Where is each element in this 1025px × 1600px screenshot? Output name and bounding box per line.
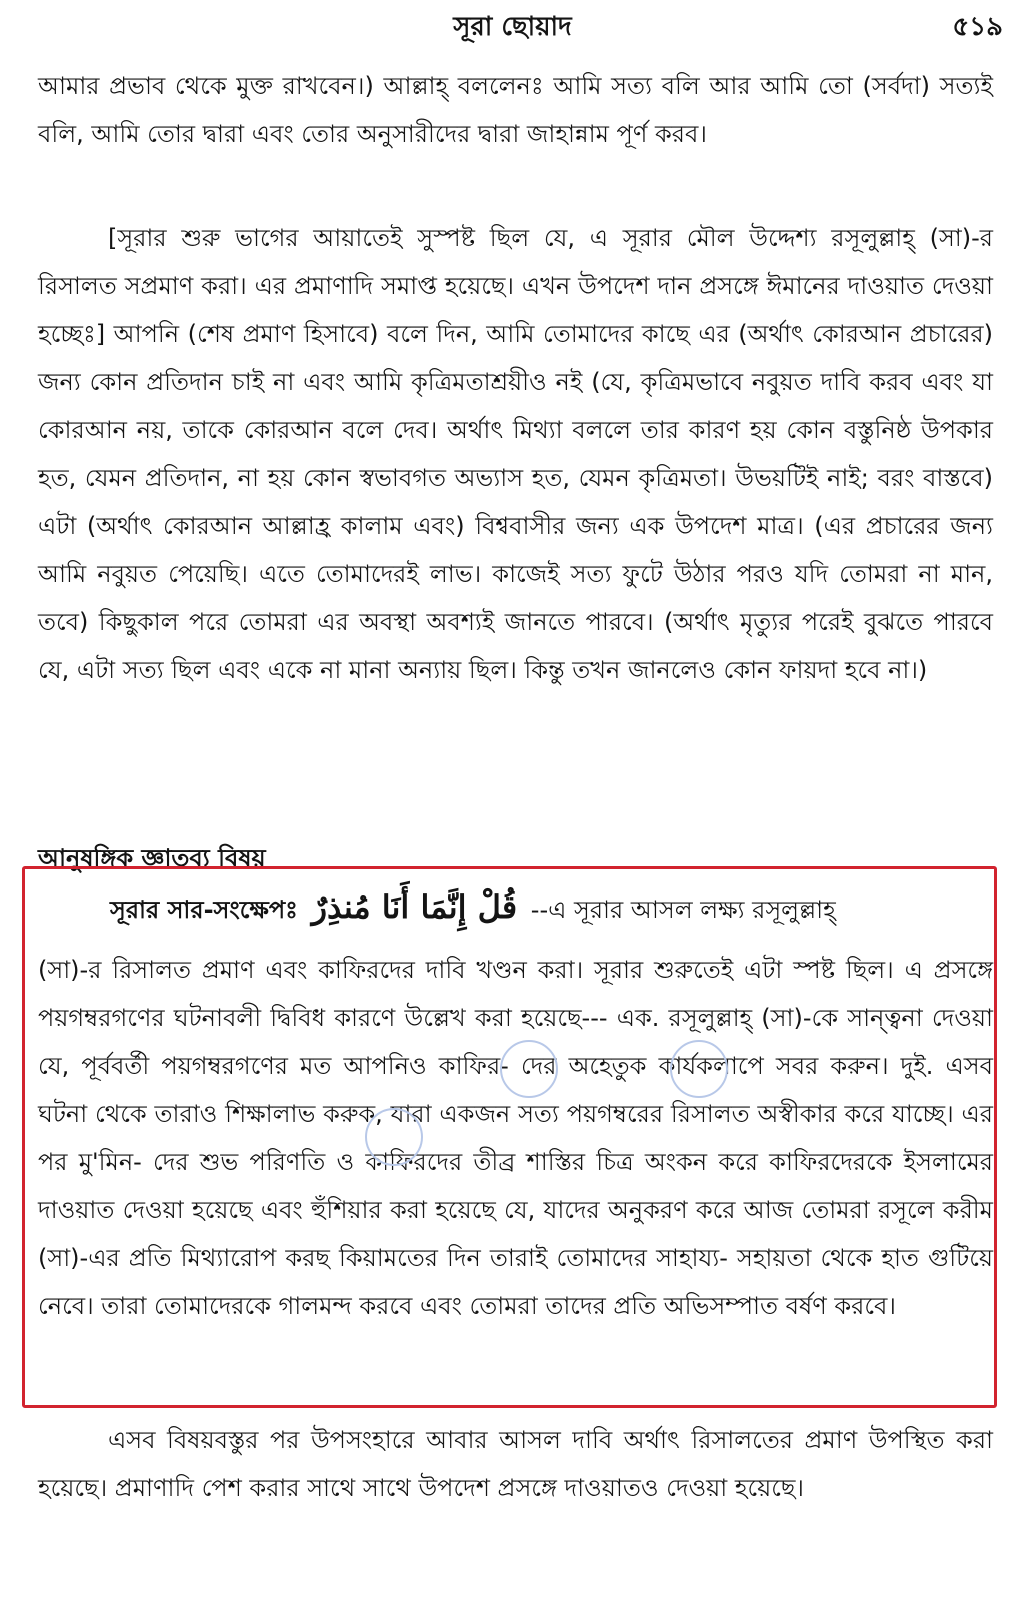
page-title: সূরা ছোয়াদ bbox=[453, 12, 572, 42]
paragraph-2 bbox=[38, 214, 993, 694]
paragraph-3-text: এসব বিষয়বস্তুর পর উপসংহারে আবার আসল দাবি অর্থাৎ রিসালতের প্রমাণ উপস্থিত করা হয়েছে। প্রমাণাদি পেশ করার সাথে সাথে উপদেশ প্রসঙ্গে দাওয়াতও দেওয়া হয়েছে। bbox=[38, 1426, 993, 1502]
summary-label: সূরার সার-সংক্ষেপঃ bbox=[110, 896, 298, 924]
touch-indicator-circle bbox=[670, 1040, 728, 1098]
paragraph-2-text: [সূরার শুরু ভাগের আয়াতেই সুস্পষ্ট ছিল যে, এ সূরার মৌল উদ্দেশ্য রসূলুল্লাহ্ (সা)-র রিসালত সপ্রমাণ করা। এর প্রমাণাদি সমাপ্ত হয়েছে। এখন উপদেশ দান প্রসঙ্গে ঈমানের দাওয়াত দেওয়া হচ্ছেঃ] আপনি (শেষ প্রমাণ হিসাবে) বলে দিন, আমি তোমাদের কাছে এর (অর্থাৎ কোরআন প্রচারের) জন্য কোন প্রতিদান চাই না এবং আমি কৃত্রিমতাশ্রয়ীও নই (যে, কৃত্রিমভাবে নবুয়ত দাবি করব এবং যা কোরআন নয়, তাকে কোরআন বলে দেব। অর্থাৎ মিথ্যা বললে তার কারণ হয় কোন বস্তুনিষ্ঠ উপকার হত, যেমন প্রতিদান, না হয় কোন স্বভাবগত অভ্যাস হত, যেমন কৃত্রিমতা। উভয়টিই নাই; বরং বাস্তবে) এটা (অর্থাৎ কোরআন আল্লাহ্র কালাম এবং) বিশ্ববাসীর জন্য এক উপদেশ মাত্র। (এর প্রচারের জন্য আমি নবুয়ত পেয়েছি। এতে তোমাদেরই লাভ। কাজেই সত্য ফুটে উঠার পরও যদি তোমরা না মান, তবে) কিছুকাল পরে তোমরা এর অবস্থা অবশ্যই জানতে পারবে। (অর্থাৎ মৃত্যুর পরেই বুঝতে পারবে যে, এটা সত্য ছিল এবং একে না মানা অন্যায় ছিল। কিন্তু তখন জানলেও কোন ফায়দা হবে না।) bbox=[38, 224, 993, 684]
touch-indicator-circle bbox=[500, 1040, 558, 1098]
summary-body-text: (সা)-র রিসালত প্রমাণ এবং কাফিরদের দাবি খণ্ডন করা। সূরার শুরুতেই এটা স্পষ্ট ছিল। এ প্রসঙ্গে পয়গম্বরগণের ঘটনাবলী দ্বিবিধ কারণে উল্লেখ করা হয়েছে--- এক. রসূলুল্লাহ্ (সা)-কে সান্ত্বনা দেওয়া যে, পূর্ববর্তী পয়গম্বরগণের মত আপনিও কাফির- দের অহেতুক কার্যকলাপে সবর করুন। দুই. এসব ঘটনা থেকে তারাও শিক্ষালাভ করুক, যারা একজন সত্য পয়গম্বরের রিসালত অস্বীকার করে যাচ্ছে। এর পর মু'মিন- দের শুভ পরিণতি ও কাফিরদের তীব্র শাস্তির চিত্র অংকন করে কাফিরদেরকে ইসলামের দাওয়াত দেওয়া হয়েছে এবং হুঁশিয়ার করা হয়েছে যে, যাদের অনুকরণ করে আজ তোমরা রসূলে করীম (সা)-এর প্রতি মিথ্যারোপ করছ কিয়ামতের দিন তারাই তোমাদের সাহায্য- সহায়তা থেকে হাত গুটিয়ে নেবে। তারা তোমাদেরকে গালমন্দ করবে এবং তোমরা তাদের প্রতি অভিসম্পাত বর্ষণ করবে। bbox=[38, 956, 993, 1320]
paragraph-3 bbox=[38, 1416, 993, 1512]
touch-indicator-circle bbox=[365, 1108, 423, 1166]
paragraph-1 bbox=[38, 62, 993, 158]
arabic-verse: قُلْ إِنَّمَا أَنَا مُنذِرٌ bbox=[311, 888, 518, 926]
section-heading: আনুষঙ্গিক জ্ঞাতব্য বিষয় bbox=[38, 844, 266, 872]
page-number: ৫১৯ bbox=[952, 12, 1003, 42]
summary-heading bbox=[110, 876, 990, 941]
summary-lead: --এ সূরার আসল লক্ষ্য রসূলুল্লাহ্ bbox=[530, 896, 836, 924]
summary-body bbox=[38, 946, 993, 1330]
paragraph-1-text: আমার প্রভাব থেকে মুক্ত রাখবেন।) আল্লাহ্ বললেনঃ আমি সত্য বলি আর আমি তো (সর্বদা) সত্যই বলি, আমি তোর দ্বারা এবং তোর অনুসারীদের দ্বারা জাহান্নাম পূর্ণ করব। bbox=[38, 72, 993, 148]
